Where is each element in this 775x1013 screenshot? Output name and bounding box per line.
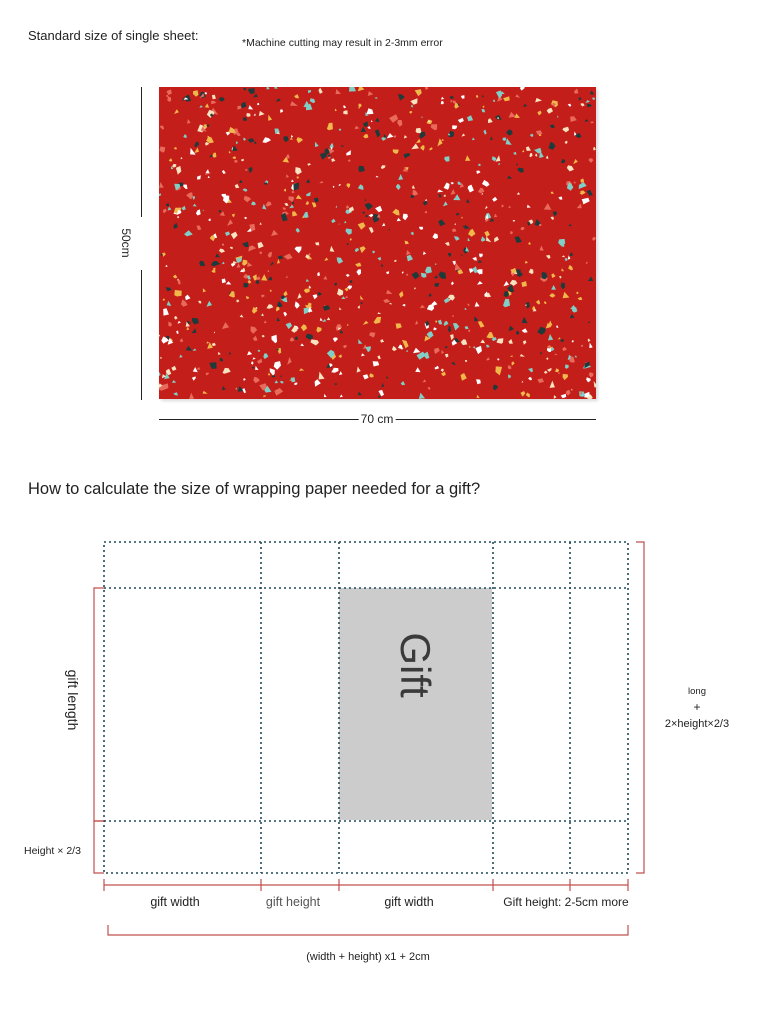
long-formula-label: 2×height×2/3 bbox=[664, 718, 730, 730]
gift-length-bracket bbox=[94, 588, 104, 821]
long-label: long bbox=[688, 686, 706, 697]
long-bracket bbox=[636, 542, 644, 873]
column-label-gift-width-1: gift width bbox=[150, 895, 200, 909]
question-heading: How to calculate the size of wrapping paper needed for a gift? bbox=[28, 480, 481, 498]
plus-label: + bbox=[693, 700, 701, 714]
sheet-height-label: 50cm bbox=[119, 228, 133, 258]
gift-label: Gift bbox=[392, 632, 439, 698]
column-label-gift-width-2: gift width bbox=[384, 895, 434, 909]
gift-length-label: gift length bbox=[65, 669, 81, 731]
total-formula-label: (width + height) x1 + 2cm bbox=[306, 951, 430, 963]
height-fraction-label: Height × 2/3 bbox=[24, 845, 81, 857]
sheet-size-title: Standard size of single sheet: bbox=[28, 28, 199, 43]
column-label-gift-height: gift height bbox=[265, 895, 321, 909]
cutting-error-note: *Machine cutting may result in 2-3mm error bbox=[242, 37, 443, 49]
total-bracket bbox=[108, 925, 628, 935]
gift-box bbox=[339, 588, 492, 820]
sheet-width-label: 70 cm bbox=[360, 412, 394, 426]
height-fraction-bracket bbox=[94, 821, 104, 873]
column-label-gift-height-more: Gift height: 2-5cm more bbox=[503, 895, 629, 909]
